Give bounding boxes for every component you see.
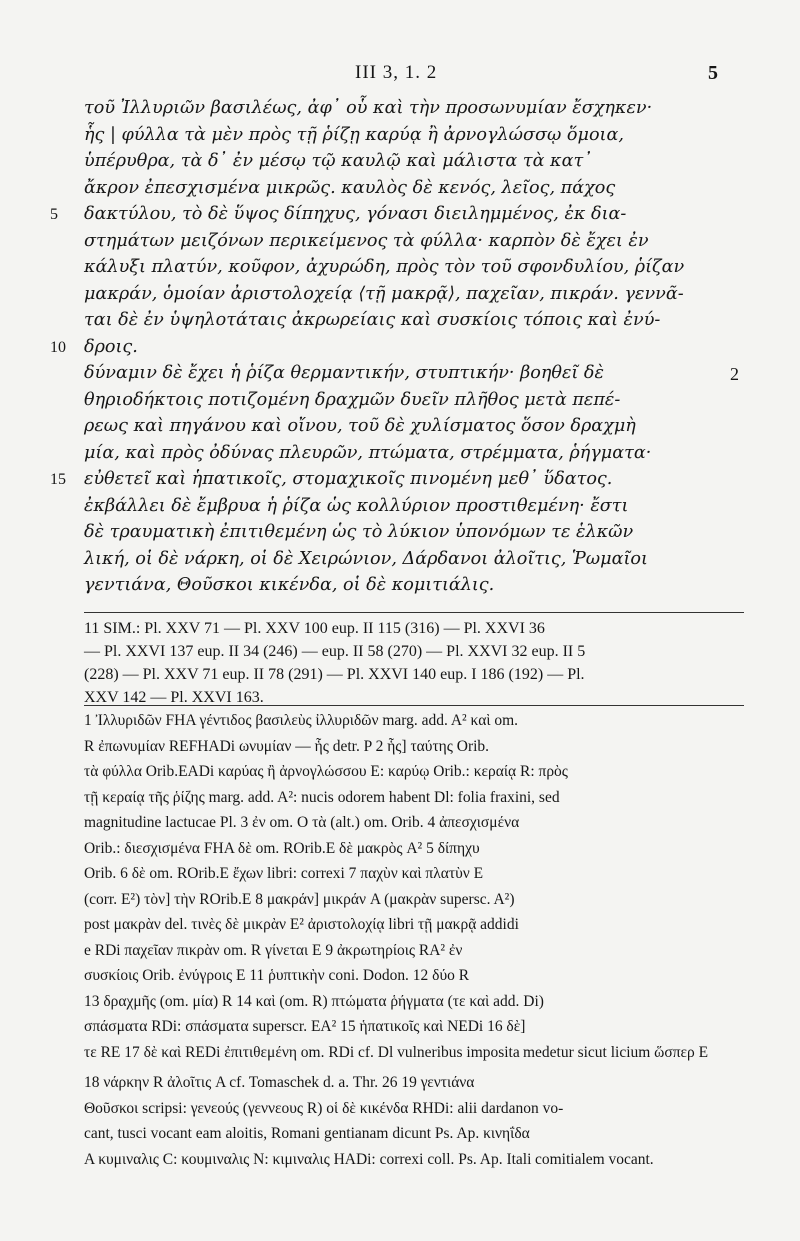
text-line bbox=[0, 469, 800, 496]
text-line bbox=[0, 496, 800, 523]
similia-line: 11 SIM.: Pl. XXV 71 — Pl. XXV 100 eup. II 115 (316) — Pl. XXVI 36 bbox=[84, 620, 545, 637]
apparatus-line: comitialem vocant. bbox=[534, 1150, 654, 1168]
line-text: δὲ τραυματικὴ ἐπιτιθεμένη ὡς τὸ λύκιον ὑπονόμων τε ἑλκῶν bbox=[84, 522, 634, 542]
text-line bbox=[0, 363, 800, 390]
line-text: ται δὲ ἐν ὑψηλοτάταις ἀκρωρείαις καὶ συσκίοις τόποις καὶ ἐνύ- bbox=[84, 310, 661, 330]
apparatus-line: e RDi παχεῖαν πικρὰν om. R γίνεται E 9 ἀκρωτηρίοις RA² ἐν bbox=[84, 941, 463, 959]
apparatus-line: τε RE 17 δὲ καὶ REDi ἐπιτιθεμένη om. RDi cf. Dl vulneribus imposita bbox=[84, 1043, 520, 1061]
apparatus-line: cant, tusci vocant eam aloitis, Romani gentianam dicunt Ps. Ap. κινηΐδα bbox=[84, 1125, 530, 1142]
divider-rule bbox=[84, 705, 744, 706]
line-text: στημάτων μειζόνων περικείμενος τὰ φύλλα· καρπὸν δὲ ἔχει ἐν bbox=[84, 230, 649, 251]
text-line bbox=[0, 204, 800, 231]
line-text: δροις. bbox=[84, 336, 138, 357]
apparatus-line: Orib. 6 δὲ om. ROrib.E ἔχων libri: correxi 7 παχὺν καὶ πλατὺν E bbox=[84, 865, 484, 882]
line-text: ρεως καὶ πηγάνου καὶ οἴνου, τοῦ δὲ χυλίσματος ὅσον δραχμὴ bbox=[84, 416, 636, 436]
similia-apparatus bbox=[84, 620, 744, 712]
line-text: εὐθετεῖ καὶ ἡπατικοῖς, στομαχικοῖς πινομένη μεθ᾽ ὕδατος. bbox=[84, 469, 613, 489]
line-text: κάλυξι πλατύν, κοῦφον, ἀχυρώδη, πρὸς τὸν τοῦ σφονδυλίου, ῥίζαν bbox=[84, 257, 685, 277]
text-line bbox=[0, 125, 800, 152]
line-text: γεντιάνα, Θοῦσκοι κικένδα, οἱ δὲ κομιτιάλις. bbox=[84, 575, 495, 595]
line-number: 15 bbox=[50, 471, 66, 488]
line-text: θηριοδήκτοις ποτιζομένη δραχμῶν δυεῖν πλῆθος μετὰ πεπέ- bbox=[84, 389, 621, 410]
text-line bbox=[0, 416, 800, 443]
apparatus-line: R ἐπωνυμίαν REFHADi ωνυμίαν — ἧς detr. P 2 ἧς] ταύτης Orib. bbox=[84, 737, 490, 755]
critical-apparatus bbox=[84, 710, 754, 1174]
line-text: ἐκβάλλει δὲ ἔμβρυα ἡ ῥίζα ὡς κολλύριον προστιθεμένη· ἔστι bbox=[84, 495, 629, 516]
text-line bbox=[0, 337, 800, 364]
text-line bbox=[0, 257, 800, 284]
text-line bbox=[0, 522, 800, 549]
line-number: 5 bbox=[50, 206, 58, 223]
text-line bbox=[0, 178, 800, 205]
page-number: 5 bbox=[708, 62, 718, 84]
text-line bbox=[0, 231, 800, 258]
section-marker: 2 bbox=[730, 364, 739, 384]
line-text: ὑπέρυθρα, τὰ δ᾽ ἐν μέσῳ τῷ καυλῷ καὶ μάλιστα τὰ κατ᾽ bbox=[84, 151, 593, 171]
line-text: ἄκρον ἐπεσχισμένα μικρῶς. καυλὸς δὲ κενός, λεῖος, πάχος bbox=[84, 177, 616, 198]
similia-line: — Pl. XXVI 137 eup. II 34 (246) — eup. II 58 (270) — Pl. XXVI 32 eup. II 5 bbox=[84, 643, 586, 660]
apparatus-line: A κυμιναλις C: κουμιναλις N: κιμιναλις HADi: correxi coll. Ps. Ap. Itali bbox=[84, 1150, 532, 1168]
similia-line: (228) — Pl. XXV 71 eup. II 78 (291) — Pl. XXVI 140 eup. I 186 (192) — Pl. bbox=[84, 666, 585, 683]
apparatus-line: magnitudine lactucae Pl. 3 ἐν om. O τὰ (alt.) om. Orib. 4 ἀπεσχισμένα bbox=[84, 814, 520, 831]
text-line bbox=[0, 390, 800, 417]
apparatus-line: 13 δραχμῆς (om. μία) R 14 καὶ (om. R) πτώματα ῥήγματα (τε καὶ add. Di) bbox=[84, 992, 544, 1010]
line-text: μακράν, ὁμοίαν ἀριστολοχείᾳ ⟨τῇ μακρᾷ⟩, παχεῖαν, πικράν. γεννᾶ- bbox=[84, 283, 684, 304]
text-line bbox=[0, 443, 800, 470]
apparatus-line: Θοῦσκοι scripsi: γενεούς (γεννεους R) οἱ δὲ κικένδα RHDi: alii dardanon vo- bbox=[84, 1099, 564, 1117]
line-text: ἧς | φύλλα τὰ μὲν πρὸς τῇ ῥίζῃ καρύᾳ ἢ ἀρνογλώσσῳ ὅμοια, bbox=[84, 124, 624, 145]
apparatus-line: (corr. E²) τὸν] τὴν ROrib.E 8 μακράν] μικράν A (μακρὰν supersc. A²) bbox=[84, 890, 515, 908]
text-line bbox=[0, 151, 800, 178]
line-text: δακτύλου, τὸ δὲ ὕψος δίπηχυς, γόνασι διειλημμένος, ἐκ δια- bbox=[84, 204, 627, 224]
apparatus-line: 18 νάρκην R ἀλοῖτις A cf. Tomaschek d. a. Thr. 26 19 γεντιάνα bbox=[84, 1074, 475, 1091]
apparatus-line: συσκίοις Orib. ἐνύγροις E 11 ῥυπτικὴν coni. Dodon. 12 δύο R bbox=[84, 967, 470, 984]
line-number: 10 bbox=[50, 338, 66, 356]
apparatus-line: τῇ κεραίᾳ τῆς ῥίζης marg. add. A²: nucis odorem habent Dl: folia fraxini, sed bbox=[84, 788, 560, 806]
apparatus-line: Orib.: διεσχισμένα FHA δὲ om. ROrib.E δὲ μακρὸς A² 5 δίπηχυ bbox=[84, 839, 480, 857]
similia-line: XXV 142 — Pl. XXVI 163. bbox=[84, 689, 264, 706]
apparatus-line: τὰ φύλλα Orib.EADi καρύας ἢ ἀρνογλώσσου E: καρύῳ Orib.: κεραίᾳ R: πρὸς bbox=[84, 763, 568, 780]
divider-rule bbox=[84, 612, 744, 613]
text-line bbox=[0, 575, 800, 602]
line-text: λική, οἱ δὲ νάρκη, οἱ δὲ Χειρώνιον, Δάρδανοι ἀλοῖτις, Ῥωμαῖοι bbox=[84, 548, 648, 569]
apparatus-line: medetur sicut licium ὥσπερ E bbox=[522, 1043, 708, 1061]
text-line bbox=[0, 284, 800, 311]
running-header bbox=[0, 62, 800, 84]
apparatus-line: post μακρὰν del. τινὲς δὲ μικρὰν E² ἀριστολοχίᾳ libri τῇ μακρᾷ addidi bbox=[84, 916, 519, 933]
main-greek-text bbox=[0, 98, 800, 602]
text-line bbox=[0, 310, 800, 337]
text-line bbox=[0, 98, 800, 125]
apparatus-line: σπάσματα RDi: σπάσματα superscr. EA² 15 ἡπατικοῖς καὶ NEDi 16 δὲ] bbox=[84, 1018, 526, 1035]
line-text: δύναμιν δὲ ἔχει ἡ ῥίζα θερμαντικήν, στυπτικήν· βοηθεῖ δὲ bbox=[84, 363, 604, 383]
text-line bbox=[0, 549, 800, 576]
apparatus-line: 1 Ἰλλυριδῶν FHA γέντιδος βασιλεὺς ἰλλυριδῶν marg. add. A² καὶ om. bbox=[84, 712, 519, 729]
line-text: τοῦ Ἰλλυριῶν βασιλέως, ἀφ᾽ οὗ καὶ τὴν προσωνυμίαν ἔσχηκεν· bbox=[84, 98, 653, 118]
line-text: μία, καὶ πρὸς ὀδύνας πλευρῶν, πτώματα, στρέμματα, ῥήγματα· bbox=[84, 442, 652, 463]
section-reference: III 3, 1. 2 bbox=[355, 62, 438, 83]
